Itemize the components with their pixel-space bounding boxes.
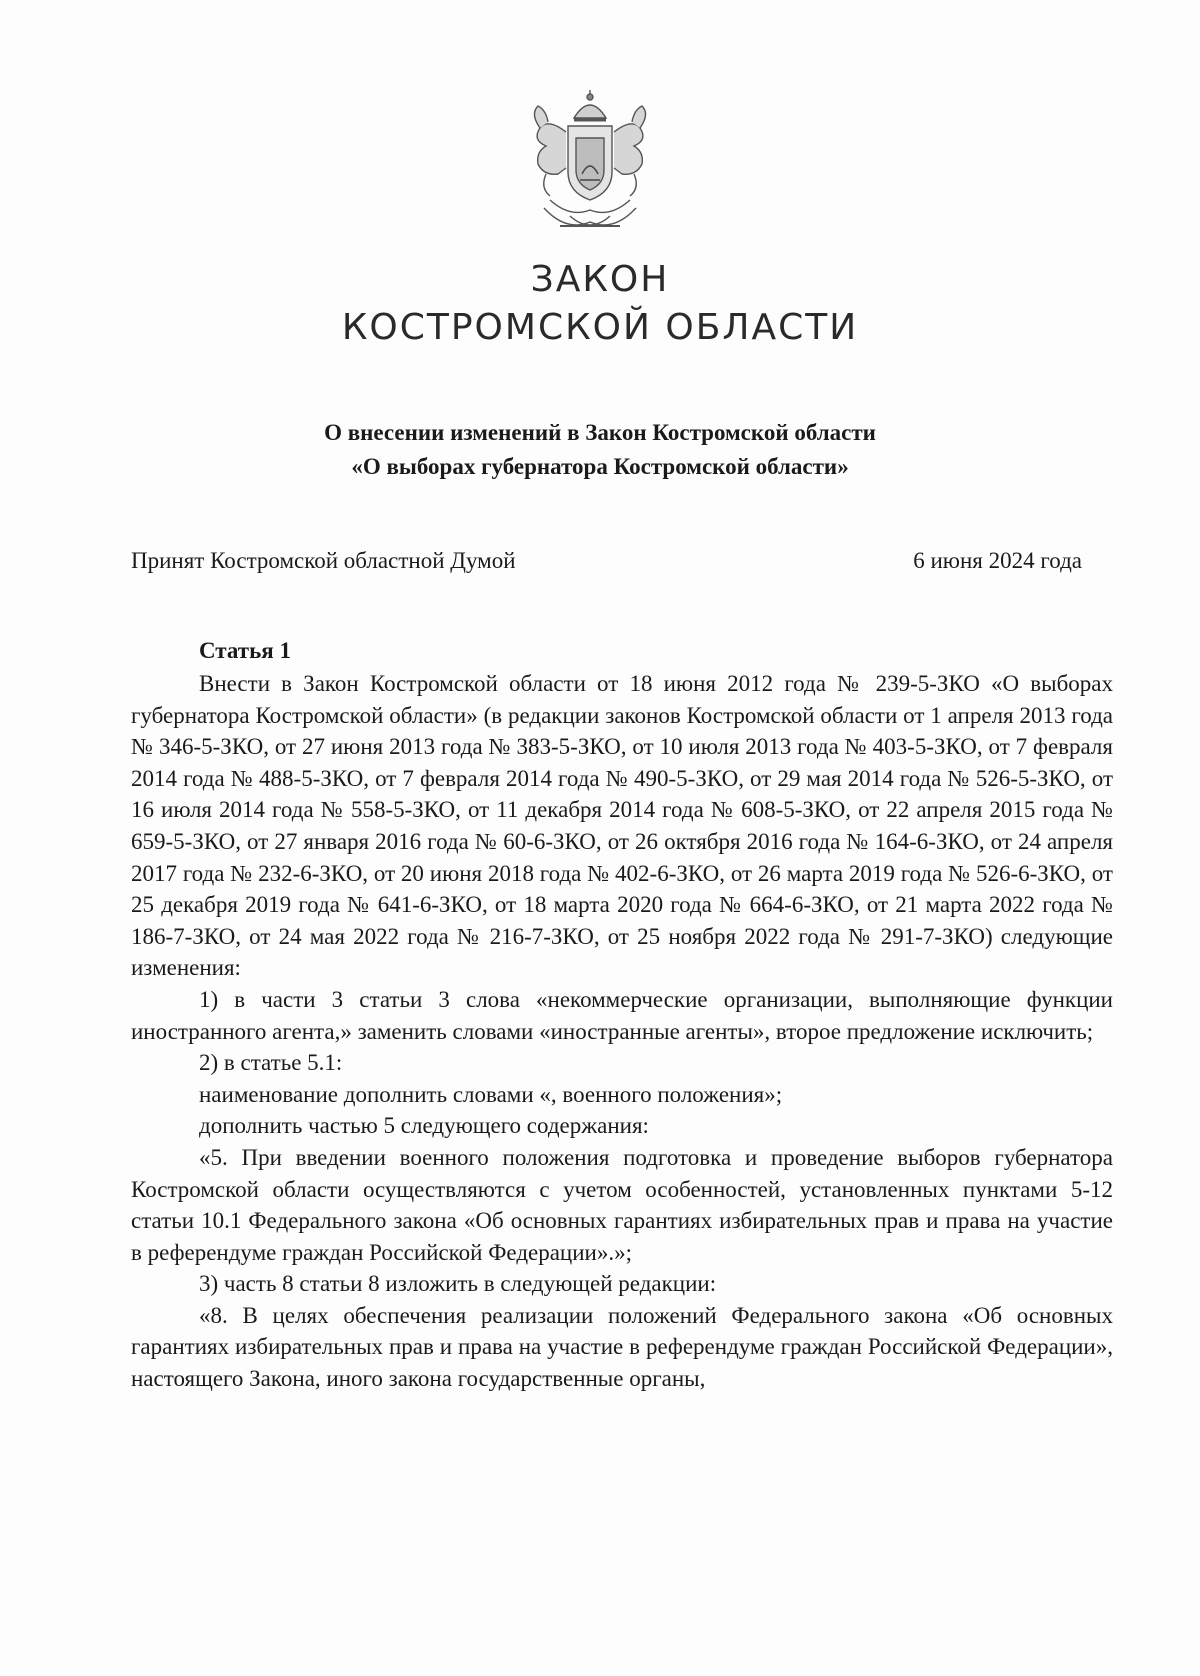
law-heading: ЗАКОН xyxy=(530,259,670,300)
paragraph: 2) в статье 5.1: xyxy=(199,1050,343,1076)
article-body xyxy=(131,668,1113,1395)
paragraph: 1) в части 3 статьи 3 слова «некоммерческие организации, выполняющие функции иностранного агента,» заменить словами «иностранные агенты», второе предложение исключить; xyxy=(131,986,1113,1044)
paragraph: «8. В целях обеспечения реализации положений Федерального закона «Об основных гарантиях избирательных прав и права на участие в референдуме граждан Российской Федерации», настоящего Закона, иного закона государственные органы, xyxy=(131,1302,1113,1392)
paragraph: «5. При введении военного положения подготовка и проведение выборов губернатора Костромской области осуществляются с учетом особенностей, установленных пунктами 5-12 статьи 10.1 Федерального закона «Об основных гарантиях избирательных прав и права на участие в референдуме граждан Российской Федерации».»; xyxy=(131,1144,1113,1265)
paragraph: 3) часть 8 статьи 8 изложить в следующей редакции: xyxy=(199,1271,717,1297)
adopted-by: Принят Костромской областной Думой xyxy=(131,548,516,573)
paragraph: Внести в Закон Костромской области от 18 июня 2012 года № 239-5-ЗКО «О выборах губернатора Костромской области» (в редакции законов Костромской области от 1 апреля 2013 года № 346-5-ЗКО, от 27 июня 2013 года № 383-5-ЗКО, от 10 июля 2013 года № 403-5-ЗКО, от 7 февраля 2014 года № 488-5-ЗКО, от 7 февраля 2014 года № 490-5-ЗКО, от 29 мая 2014 года № 526-5-ЗКО, от 16 июля 2014 года № 558-5-ЗКО, от 11 декабря 2014 года № 608-5-ЗКО, от 22 апреля 2015 года № 659-5-ЗКО, от 27 января 2016 года № 60-6-ЗКО, от 26 октября 2016 года № 164-6-ЗКО, от 24 апреля 2017 года № 232-6-ЗКО, от 20 июня 2018 года № 402-6-ЗКО, от 26 марта 2019 года № 526-6-ЗКО, от 25 декабря 2019 года № 641-6-ЗКО, от 18 марта 2020 года № 664-6-ЗКО, от 21 марта 2022 года № 186-7-ЗКО, от 24 мая 2022 года № 216-7-ЗКО, от 25 ноября 2022 года № 291-7-ЗКО) следующие изменения: xyxy=(131,671,1113,981)
law-title xyxy=(0,416,1200,484)
adoption-line xyxy=(131,546,1082,576)
law-title-line-1: О внесении изменений в Закон Костромской области xyxy=(324,420,876,445)
paragraph: дополнить частью 5 следующего содержания: xyxy=(199,1113,649,1139)
law-title-line-2: «О выборах губернатора Костромской области» xyxy=(351,454,849,479)
region-heading: КОСТРОМСКОЙ ОБЛАСТИ xyxy=(341,307,859,348)
article-title: Статья 1 xyxy=(199,638,291,663)
paragraph: наименование дополнить словами «, военного положения»; xyxy=(199,1081,783,1107)
coat-of-arms-icon xyxy=(510,88,670,238)
adoption-date: 6 июня 2024 года xyxy=(913,548,1082,573)
